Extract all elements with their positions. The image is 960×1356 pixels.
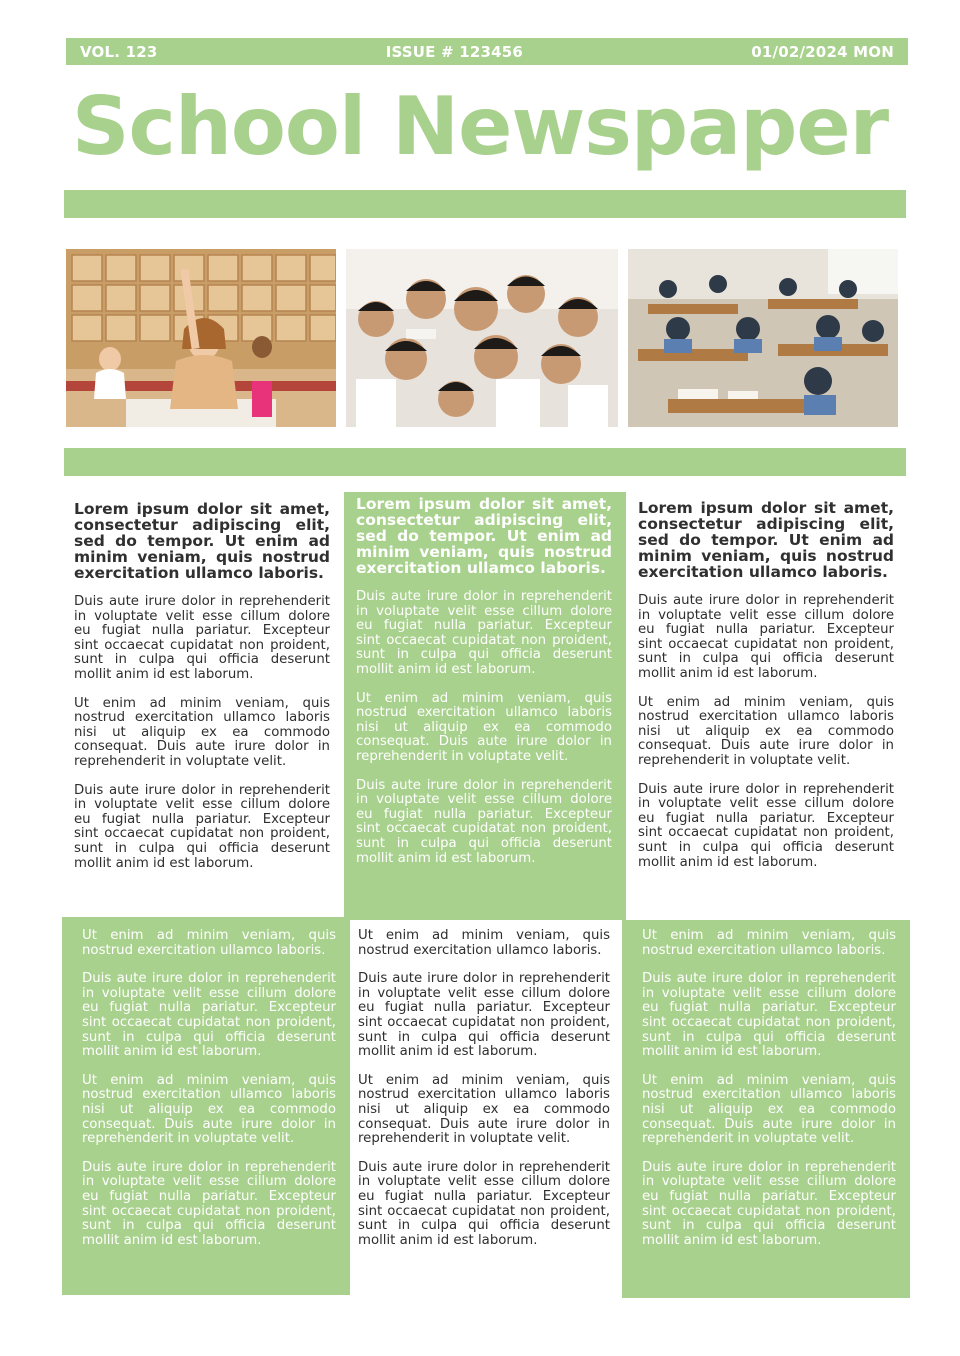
volume-label: VOL. 123 <box>80 42 158 61</box>
article-paragraph: Ut enim ad minim veniam, quis nostrud exercitation ullamco laboris nisi ut aliquip ex ea commodo consequat. Duis aute irure dolor in reprehenderit in voluptate velit. <box>356 690 612 764</box>
bottom-column-1 <box>62 917 350 1295</box>
article-paragraph: Duis aute irure dolor in reprehenderit in voluptate velit esse cillum dolore eu fugiat nulla pariatur. Excepteur sint occaecat cupidatat non proident, sunt in culpa qui officia deserunt mollit anim id est laborum. <box>74 594 330 682</box>
article-column-3 <box>626 492 908 912</box>
article-paragraph: Duis aute irure dolor in reprehenderit in voluptate velit esse cillum dolore eu fugiat nulla pariatur. Excepteur sint occaecat cupidatat non proident, sunt in culpa qui officia deserunt mollit anim id est laborum. <box>638 781 894 870</box>
article-headline: Lorem ipsum dolor sit amet, consectetur adipiscing elit, sed do tempor. Ut enim ad minim veniam, quis nostrud exercitation ullamco laboris. <box>74 500 330 582</box>
article-paragraph: Ut enim ad minim veniam, quis nostrud exercitation ullamco laboris nisi ut aliquip ex ea commodo consequat. Duis aute irure dolor in reprehenderit in voluptate velit. <box>82 1072 336 1147</box>
article-paragraph: Ut enim ad minim veniam, quis nostrud exercitation ullamco laboris nisi ut aliquip ex ea commodo consequat. Duis aute irure dolor in reprehenderit in voluptate velit. <box>358 1072 610 1147</box>
article-paragraph: Ut enim ad minim veniam, quis nostrud exercitation ullamco laboris nisi ut aliquip ex ea commodo consequat. Duis aute irure dolor in reprehenderit in voluptate velit. <box>642 1072 896 1147</box>
bottom-column-3 <box>622 920 910 1298</box>
article-headline: Lorem ipsum dolor sit amet, consectetur adipiscing elit, sed do tempor. Ut enim ad minim veniam, quis nostrud exercitation ullamco laboris. <box>638 499 894 581</box>
issue-label: ISSUE # 123456 <box>385 42 524 61</box>
photo-group-of-children <box>346 249 618 427</box>
article-column-2 <box>344 492 626 920</box>
article-paragraph: Duis aute irure dolor in reprehenderit in voluptate velit esse cillum dolore eu fugiat nulla pariatur. Excepteur sint occaecat cupidatat non proident, sunt in culpa qui officia deserunt mollit anim id est laborum. <box>358 971 610 1060</box>
newspaper-title: School Newspaper <box>71 80 889 173</box>
masthead-bar <box>66 38 908 65</box>
article-paragraph: Duis aute irure dolor in reprehenderit in voluptate velit esse cillum dolore eu fugiat nulla pariatur. Excepteur sint occaecat cupidatat non proident, sunt in culpa qui officia deserunt mollit anim id est laborum. <box>638 593 894 681</box>
divider-band <box>64 190 906 218</box>
article-paragraph: Ut enim ad minim veniam, quis nostrud exercitation ullamco laboris nisi ut aliquip ex ea commodo consequat. Duis aute irure dolor in reprehenderit in voluptate velit. <box>638 694 894 768</box>
article-paragraph: Duis aute irure dolor in reprehenderit in voluptate velit esse cillum dolore eu fugiat nulla pariatur. Excepteur sint occaecat cupidatat non proident, sunt in culpa qui officia deserunt mollit anim id est laborum. <box>82 971 336 1060</box>
article-paragraph: Duis aute irure dolor in reprehenderit in voluptate velit esse cillum dolore eu fugiat nulla pariatur. Excepteur sint occaecat cupidatat non proident, sunt in culpa qui officia deserunt mollit anim id est laborum. <box>358 1159 610 1248</box>
divider-band <box>64 448 906 476</box>
date-label: 01/02/2024 MON <box>751 42 894 61</box>
article-paragraph: Ut enim ad minim veniam, quis nostrud exercitation ullamco laboris. <box>642 928 896 958</box>
article-paragraph: Duis aute irure dolor in reprehenderit in voluptate velit esse cillum dolore eu fugiat nulla pariatur. Excepteur sint occaecat cupidatat non proident, sunt in culpa qui officia deserunt mollit anim id est laborum. <box>82 1159 336 1248</box>
article-paragraph: Duis aute irure dolor in reprehenderit in voluptate velit esse cillum dolore eu fugiat nulla pariatur. Excepteur sint occaecat cupidatat non proident, sunt in culpa qui officia deserunt mollit anim id est laborum. <box>642 971 896 1060</box>
article-paragraph: Duis aute irure dolor in reprehenderit in voluptate velit esse cillum dolore eu fugiat nulla pariatur. Excepteur sint occaecat cupidatat non proident, sunt in culpa qui officia deserunt mollit anim id est laborum. <box>356 777 612 866</box>
article-paragraph: Ut enim ad minim veniam, quis nostrud exercitation ullamco laboris. <box>358 928 610 958</box>
bottom-column-2 <box>350 920 622 1295</box>
article-paragraph: Ut enim ad minim veniam, quis nostrud exercitation ullamco laboris. <box>82 928 336 958</box>
article-paragraph: Duis aute irure dolor in reprehenderit in voluptate velit esse cillum dolore eu fugiat nulla pariatur. Excepteur sint occaecat cupidatat non proident, sunt in culpa qui officia deserunt mollit anim id est laborum. <box>74 782 330 871</box>
photo-girl-raising-hand <box>66 249 336 427</box>
article-paragraph: Duis aute irure dolor in reprehenderit in voluptate velit esse cillum dolore eu fugiat nulla pariatur. Excepteur sint occaecat cupidatat non proident, sunt in culpa qui officia deserunt mollit anim id est laborum. <box>642 1159 896 1248</box>
article-column-1 <box>62 492 344 912</box>
photo-students-at-desks <box>628 249 898 427</box>
article-paragraph: Duis aute irure dolor in reprehenderit in voluptate velit esse cillum dolore eu fugiat nulla pariatur. Excepteur sint occaecat cupidatat non proident, sunt in culpa qui officia deserunt mollit anim id est laborum. <box>356 589 612 677</box>
article-paragraph: Ut enim ad minim veniam, quis nostrud exercitation ullamco laboris nisi ut aliquip ex ea commodo consequat. Duis aute irure dolor in reprehenderit in voluptate velit. <box>74 695 330 769</box>
article-headline: Lorem ipsum dolor sit amet, consectetur adipiscing elit, sed do tempor. Ut enim ad minim veniam, quis nostrud exercitation ullamco laboris. <box>356 495 612 577</box>
